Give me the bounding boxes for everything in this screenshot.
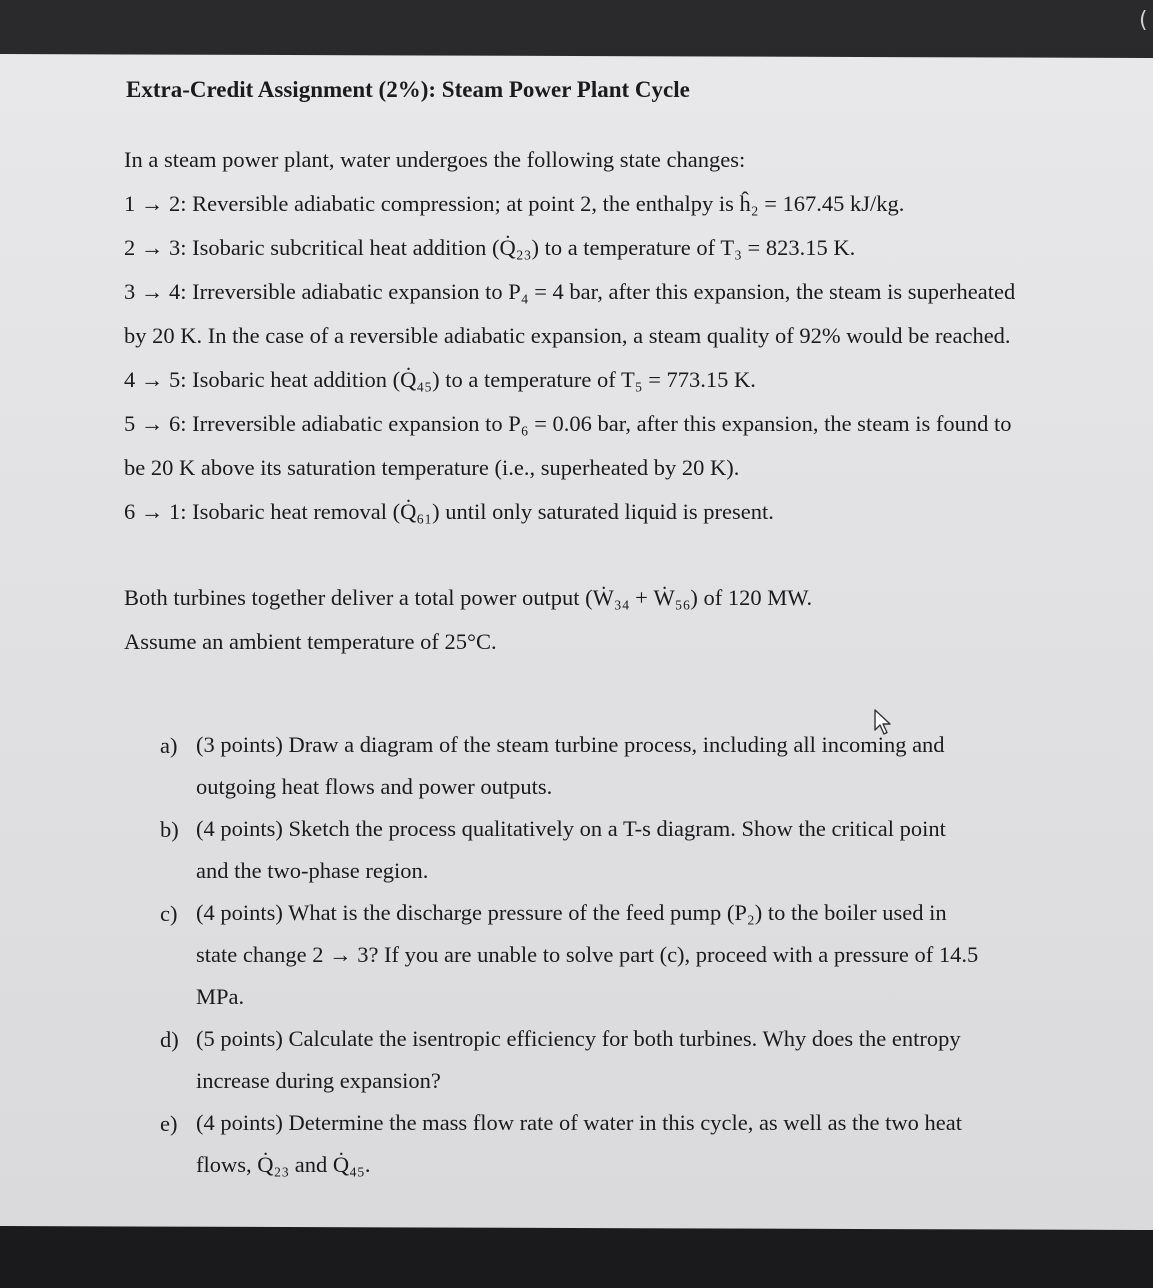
mouse-pointer-icon <box>872 708 894 736</box>
document-body <box>124 72 1024 1186</box>
step-2-3: 2 → 3: Isobaric subcritical heat addition (Q̇₂₃) to a temperature of T₃ = 823.15 K. <box>124 235 856 260</box>
list-item <box>160 1102 980 1186</box>
step-5-6: 5 → 6: Irreversible adiabatic expansion to P₆ = 0.06 bar, after this expansion, the steam is found to be 20 K above its saturation temperature (i.e., superheated by 20 K). <box>124 411 1012 480</box>
page-title: Extra-Credit Assignment (2%): Steam Power Plant Cycle <box>126 77 690 102</box>
question-letter: e) <box>160 1111 178 1136</box>
question-text: (4 points) Sketch the process qualitatively on a T-s diagram. Show the critical point and the two-phase region. <box>196 816 946 883</box>
question-letter: c) <box>160 901 178 926</box>
question-letter: a) <box>160 733 178 758</box>
question-letter: b) <box>160 817 179 842</box>
step-4-5: 4 → 5: Isobaric heat addition (Q̇₄₅) to a temperature of T₅ = 773.15 K. <box>124 367 756 392</box>
intro-text: In a steam power plant, water undergoes the following state changes: <box>124 147 746 172</box>
turbine-output-text: Both turbines together deliver a total power output (Ẇ₃₄ + Ẇ₅₆) of 120 MW. <box>124 585 813 610</box>
step-3-4: 3 → 4: Irreversible adiabatic expansion to P₄ = 4 bar, after this expansion, the steam is superheated by 20 K. In the case of a reversible adiabatic expansion, a steam quality of 92% would be reached. <box>124 279 1016 348</box>
question-text: (4 points) Determine the mass flow rate of water in this cycle, as well as the two heat flows, Q̇₂₃ and Q̇₄₅. <box>196 1110 963 1177</box>
question-text: (4 points) What is the discharge pressure of the feed pump (P₂) to the boiler used in state change 2 → 3? If you are unable to solve part (c), proceed with a pressure of 14.5 MPa. <box>196 900 979 1009</box>
step-1-2: 1 → 2: Reversible adiabatic compression; at point 2, the enthalpy is ĥ₂ = 167.45 kJ/kg. <box>124 191 905 216</box>
list-item <box>160 892 980 1018</box>
list-item <box>160 808 980 892</box>
question-list <box>160 724 980 1186</box>
question-text: (3 points) Draw a diagram of the steam turbine process, including all incoming and outgoing heat flows and power outputs. <box>196 732 945 799</box>
spacer <box>124 534 1024 576</box>
list-item <box>160 724 980 808</box>
question-letter: d) <box>160 1027 179 1052</box>
step-6-1: 6 → 1: Isobaric heat removal (Q̇₆₁) until only saturated liquid is present. <box>124 499 774 524</box>
list-item <box>160 1018 980 1102</box>
ambient-temperature-text: Assume an ambient temperature of 25°C. <box>124 629 497 654</box>
screen-edge-glint: ( <box>1139 8 1148 33</box>
question-text: (5 points) Calculate the isentropic efficiency for both turbines. Why does the entropy increase during expansion? <box>196 1026 961 1093</box>
